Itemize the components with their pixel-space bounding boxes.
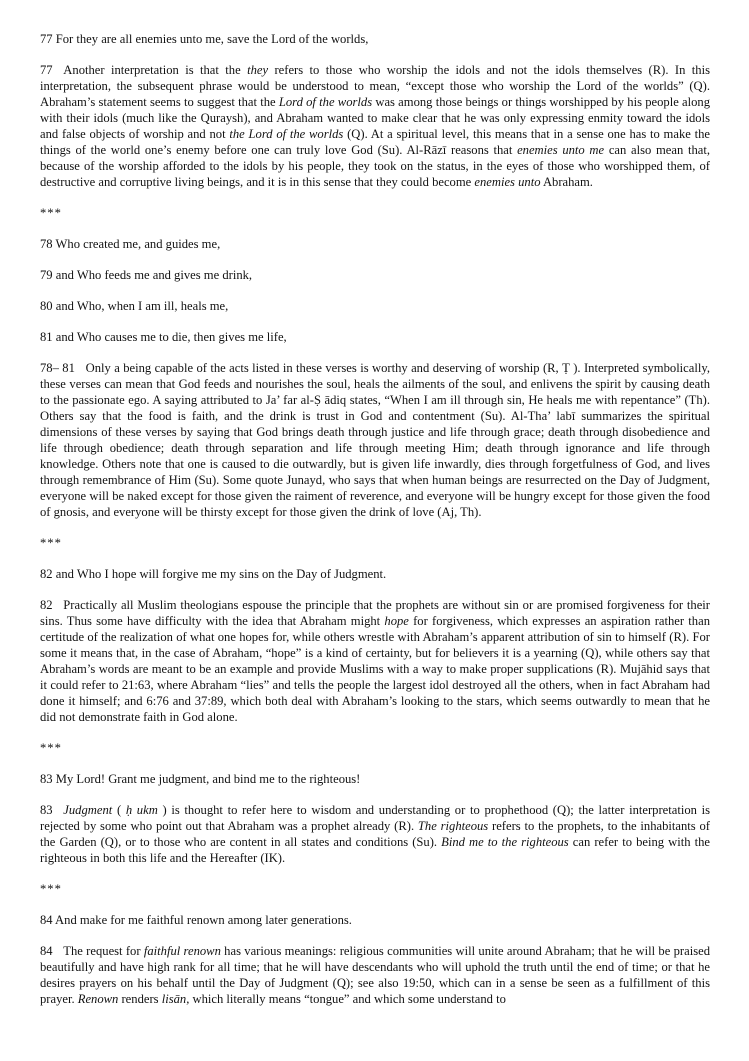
section-separator: ***	[40, 536, 62, 550]
italic-text-run: Judgment	[63, 803, 113, 817]
text-run: 81 and Who causes me to die, then gives me life,	[40, 330, 287, 344]
text-run: Practically all Muslim theologians espouse the principle that the prophets are without sin or are promised forgiveness for their sins. Thus some have difficulty with the idea that Abraham might	[40, 598, 710, 628]
text-run: refers to those who worship the idols and not the idols themselves (R). In this interpretation, the subsequent phrase would be understood to mean, “except those who worship the Lord of the worlds” (Q). Abraham’s statement seems to suggest that the	[40, 63, 710, 109]
section-separator: ***	[40, 882, 62, 896]
text-run: has various meanings: religious communities will unite around Abraham; that he will be praised beautifully and have high rank for all time; that he will have descendants who will uphold the truth until the end of time; or that he desires prayers on his behalf until the Day of Judgment (Q); see also 19:50, which can in a sense be seen as a fulfillment of this prayer.	[40, 944, 710, 1006]
verse-translation-line	[40, 912, 710, 928]
text-run: Only a being capable of the acts listed in these verses is worthy and deserving of worship (R, Ṭ ). Interpreted symbolically, these verses can mean that God feeds and nourishes the soul, heals the ailments of the soul, and enlivens the spirit by causing death to the passionate ego. A saying attributed to Ja’ far al-Ṣ ādiq states, “When I am ill through sin, He heals me with repentance” (Th). Others say that the food is faith, and the drink is trust in God and contentment (Su). Al-Tha’ labī summarizes the spiritual dimensions of these verses by saying that God brings death through justice and life through grace; death through disobedience and life through obedience; death through separation and life through meeting Him; death through ignorance and life through knowledge. Others note that one is caused to die outwardly, but is given life inwardly, dies through forgetfulness of God, and lives through remembrance of Him (Su). Some quote Junayd, who says that when human beings are resurrected on the Day of Judgment, everyone will be naked except for those given the raiment of reverence, and everyone will be hungry except for those given the food of gnosis, and everyone will be thirsty except for those given the drink of love (Aj, Th).	[40, 361, 710, 519]
text-run: was among those beings or things worshipped by his people along with their idols (much like the Quraysh), and Abraham wanted to make clear that he was only expressing enmity toward the idols and false objects of worship and not	[40, 95, 711, 141]
italic-text-run: the Lord of the worlds	[229, 127, 344, 141]
italic-text-run: they	[247, 63, 269, 77]
text-run: (Q). At a spiritual level, this means that in a sense one has to make the things of the world one’s enemy before one can truly love God (Su). Al-Rāzī reasons that	[40, 127, 710, 157]
italic-text-run: Lord of the worlds	[278, 95, 373, 109]
text-run: Abraham.	[540, 175, 593, 189]
verse-translation-line	[40, 236, 710, 252]
verse-translation-line	[40, 329, 710, 345]
italic-text-run: Bind me to the righteous	[441, 835, 569, 849]
verse-translation-line	[40, 771, 710, 787]
verse-number: 77	[40, 63, 53, 77]
text-run: renders	[118, 992, 162, 1006]
verse-translation-line	[40, 298, 710, 314]
text-run: can also mean that, because of the worship afforded to the idols by his people, they took on the status, in the eyes of those who worshipped them, of destructive and corruptive living beings, and it is in this sense that they could become	[40, 143, 710, 189]
verse-translation-line	[40, 267, 710, 283]
text-run: can refer to being with the righteous in both this life and the Hereafter (IK).	[40, 835, 710, 865]
text-run: 78 Who created me, and guides me,	[40, 237, 221, 251]
text-run: 77 For they are all enemies unto me, save the Lord of the worlds,	[40, 32, 369, 46]
italic-text-run: enemies unto	[474, 175, 541, 189]
commentary-paragraph	[40, 802, 710, 866]
commentary-paragraph	[40, 62, 710, 190]
text-run: 82 and Who I hope will forgive me my sins on the Day of Judgment.	[40, 567, 387, 581]
verse-number: 78– 81	[40, 361, 75, 375]
verse-number: 83	[40, 803, 53, 817]
page-text-block	[40, 31, 710, 1007]
verse-translation-line	[40, 31, 710, 47]
italic-text-run: Renown	[77, 992, 119, 1006]
italic-text-run: enemies unto me	[517, 143, 605, 157]
text-run: 80 and Who, when I am ill, heals me,	[40, 299, 229, 313]
text-run: 83 My Lord! Grant me judgment, and bind me to the righteous!	[40, 772, 361, 786]
italic-text-run: The righteous	[417, 819, 489, 833]
verse-number: 82	[40, 598, 53, 612]
text-run: (	[112, 803, 126, 817]
verse-translation-line	[40, 566, 710, 582]
text-run: Another interpretation is that the	[63, 63, 248, 77]
text-run: 79 and Who feeds me and gives me drink,	[40, 268, 253, 282]
text-run: ) is thought to refer here to wisdom and understanding or to prophethood (Q); the latter interpretation is rejected by some who point out that Abraham was a prophet already (R).	[40, 803, 710, 833]
commentary-paragraph	[40, 597, 710, 725]
text-run: which literally means “tongue” and which some understand to	[189, 992, 506, 1006]
commentary-paragraph	[40, 360, 710, 520]
verse-number: 84	[40, 944, 53, 958]
section-separator: ***	[40, 741, 62, 755]
text-run: refers to the prophets, to the inhabitants of the Garden (Q), or to those who are content in all states and conditions (Su).	[40, 819, 710, 849]
commentary-paragraph	[40, 943, 710, 1007]
text-run: for forgiveness, which expresses an aspiration rather than certitude of the realization of what one hopes for, while others wrestle with Abraham’s apparent attribution of sin to himself (R). For some it means that, in the case of Abraham, “hope” is a kind of certainty, but for believers it is a yearning (Q), while others say that Abraham’s words are meant to be an example and provide Muslims with a way to make proper supplications (R). Mujāhid says that it could refer to 21:63, where Abraham “lies” and tells the people the largest idol destroyed all the others, when in fact Abraham had done it himself; and 6:76 and 37:89, which both deal with Abraham’s looking to the stars, which seems outwardly to mean that he did not demonstrate faith in God alone.	[40, 614, 710, 724]
text-run: The request for	[63, 944, 144, 958]
italic-text-run: faithful renown	[143, 944, 221, 958]
italic-text-run: hope	[384, 614, 409, 628]
italic-text-run: lisān,	[161, 992, 190, 1006]
section-separator: ***	[40, 206, 62, 220]
text-run: 84 And make for me faithful renown among later generations.	[40, 913, 352, 927]
italic-text-run: ḥ ukm	[125, 803, 158, 817]
